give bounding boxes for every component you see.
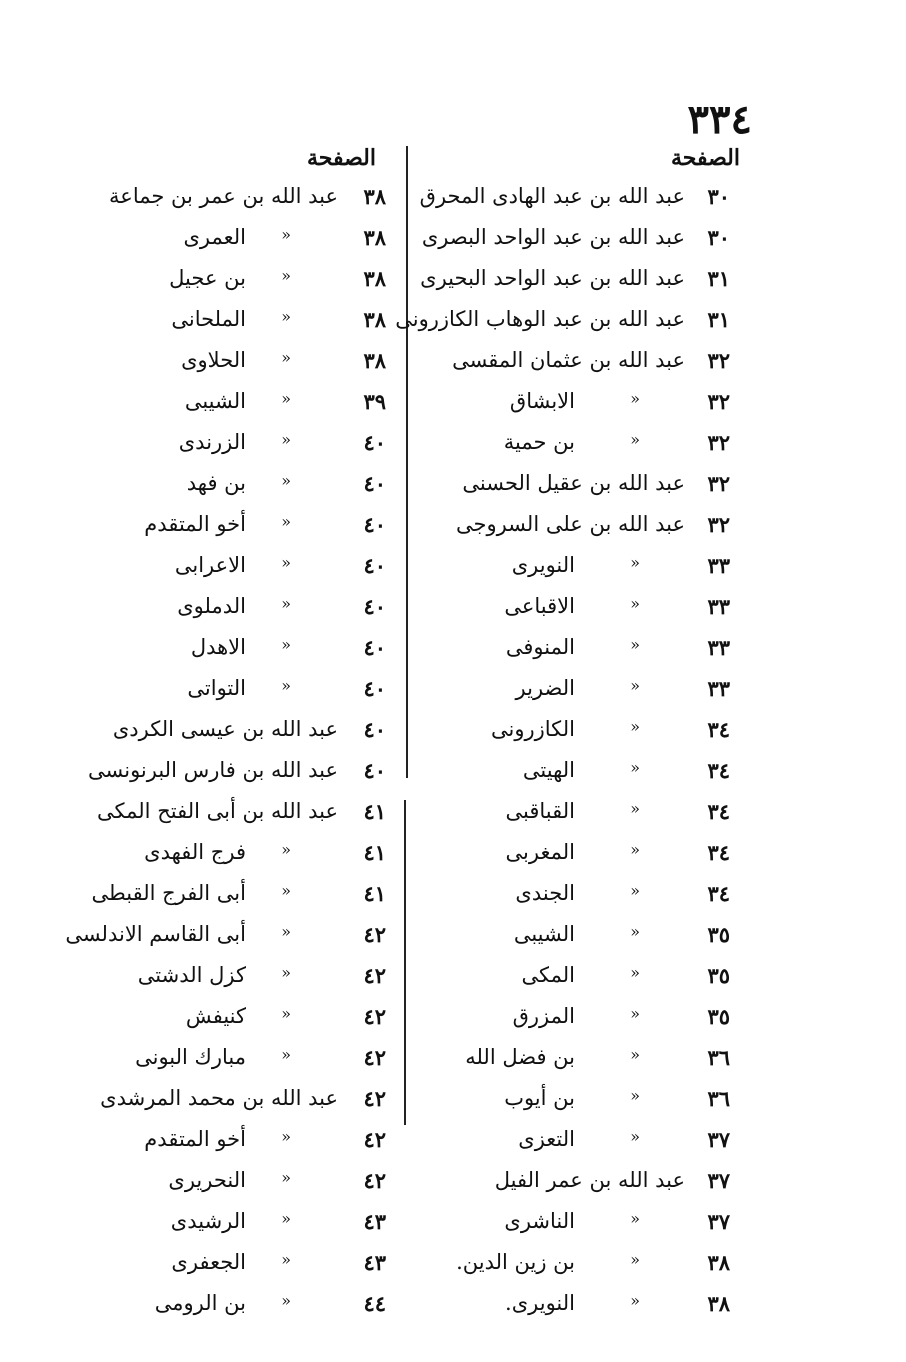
- index-entry: [420, 1123, 740, 1164]
- ditto-mark: «: [630, 799, 640, 818]
- page-ref-number: ٣٤: [707, 840, 730, 865]
- index-entry: [60, 877, 396, 918]
- entry-name: الملحانى: [171, 307, 246, 331]
- ditto-mark: «: [630, 1045, 640, 1064]
- entry-name: أخو المتقدم: [144, 1127, 246, 1151]
- entry-name: الاقباعى: [504, 594, 575, 618]
- ditto-mark: «: [630, 881, 640, 900]
- page-ref-number: ٣٢: [707, 512, 730, 537]
- index-entry: [60, 1123, 396, 1164]
- entry-name: الرشيدى: [170, 1209, 246, 1233]
- index-entry: [420, 426, 740, 467]
- column-divider: [406, 146, 408, 778]
- ditto-mark: «: [630, 922, 640, 941]
- page-ref-number: ٣٤: [707, 881, 730, 906]
- entry-name: المنوفى: [505, 635, 575, 659]
- page-ref-number: ٣١: [707, 307, 730, 332]
- page-ref-number: ٣٥: [707, 1004, 730, 1029]
- page-ref-number: ٣٣: [707, 594, 730, 619]
- index-entry: [60, 959, 396, 1000]
- index-entry: [420, 262, 740, 303]
- ditto-mark: «: [281, 881, 291, 900]
- page-ref-number: ٤٤: [363, 1291, 386, 1316]
- entry-name: عبد الله بن عبد الواحد البحيرى: [420, 266, 685, 290]
- index-entry: [420, 385, 740, 426]
- index-entry: [420, 1164, 740, 1205]
- index-entry: [420, 180, 740, 221]
- left-column-header: الصفحة: [306, 145, 376, 171]
- entry-name: أبى القاسم الاندلسى: [65, 922, 246, 946]
- ditto-mark: «: [281, 430, 291, 449]
- entry-name: التواتى: [187, 676, 246, 700]
- page-ref-number: ٤١: [363, 881, 386, 906]
- ditto-mark: «: [281, 1127, 291, 1146]
- ditto-mark: «: [281, 553, 291, 572]
- index-entry: [60, 549, 396, 590]
- page-ref-number: ٣٧: [707, 1209, 730, 1234]
- index-entry: [420, 549, 740, 590]
- page-ref-number: ٤٠: [363, 676, 386, 701]
- entry-name: كزل الدشتى: [137, 963, 246, 987]
- page-ref-number: ٤٠: [363, 471, 386, 496]
- page-ref-number: ٣٣: [707, 676, 730, 701]
- page-ref-number: ٤٣: [363, 1209, 386, 1234]
- entry-name: عبد الله بن أبى الفتح المكى: [97, 799, 338, 823]
- entry-name: القباقبى: [505, 799, 575, 823]
- right-column-header: الصفحة: [670, 145, 740, 171]
- ditto-mark: «: [630, 635, 640, 654]
- entry-name: عبد الله بن عمر بن جماعة: [109, 184, 338, 208]
- index-entry: [60, 1082, 396, 1123]
- index-entry: [60, 836, 396, 877]
- page-ref-number: ٤٢: [363, 1168, 386, 1193]
- ditto-mark: «: [630, 963, 640, 982]
- entry-name: بن أيوب: [504, 1086, 575, 1110]
- ditto-mark: «: [630, 1127, 640, 1146]
- page-ref-number: ٣٧: [707, 1127, 730, 1152]
- index-entry: [60, 344, 396, 385]
- ditto-mark: «: [281, 1209, 291, 1228]
- entry-name: الدملوى: [177, 594, 246, 618]
- index-entry: [420, 508, 740, 549]
- index-entry: [420, 1246, 740, 1287]
- ditto-mark: «: [281, 512, 291, 531]
- entry-name: المزرق: [512, 1004, 575, 1028]
- entry-name: بن فهد: [186, 471, 246, 495]
- index-entry: [420, 713, 740, 754]
- index-entry: [420, 467, 740, 508]
- page-ref-number: ٤٢: [363, 1045, 386, 1070]
- entry-name: الكازرونى: [491, 717, 575, 741]
- page-ref-number: ٤٠: [363, 594, 386, 619]
- index-entry: [420, 631, 740, 672]
- page-ref-number: ٤١: [363, 799, 386, 824]
- index-entry: [420, 1287, 740, 1328]
- ditto-mark: «: [281, 225, 291, 244]
- ditto-mark: «: [281, 1168, 291, 1187]
- ditto-mark: «: [281, 307, 291, 326]
- entry-name: عبد الله بن عقيل الحسنى: [462, 471, 685, 495]
- index-entry: [60, 467, 396, 508]
- index-entry: [60, 631, 396, 672]
- ditto-mark: «: [630, 758, 640, 777]
- index-entry: [60, 303, 396, 344]
- page-ref-number: ٣٨: [363, 348, 386, 373]
- page-ref-number: ٤٢: [363, 1086, 386, 1111]
- entry-name: بن فضل الله: [465, 1045, 575, 1069]
- page-ref-number: ٤٢: [363, 1004, 386, 1029]
- index-entry: [420, 221, 740, 262]
- index-entry: [420, 918, 740, 959]
- ditto-mark: «: [281, 1291, 291, 1310]
- index-entry: [60, 385, 396, 426]
- ditto-mark: «: [630, 717, 640, 736]
- entry-name: عبد الله بن عمر الفيل: [494, 1168, 685, 1192]
- page-ref-number: ٣٨: [707, 1291, 730, 1316]
- ditto-mark: «: [630, 430, 640, 449]
- index-entry: [60, 918, 396, 959]
- index-entry: [60, 1287, 396, 1328]
- index-entry: [60, 590, 396, 631]
- page-ref-number: ٣٧: [707, 1168, 730, 1193]
- page-ref-number: ٣٢: [707, 389, 730, 414]
- entry-name: الابشاق: [509, 389, 575, 413]
- index-entry: [60, 262, 396, 303]
- ditto-mark: «: [281, 594, 291, 613]
- ditto-mark: «: [281, 1250, 291, 1269]
- entry-name: كنيفش: [185, 1004, 246, 1028]
- page-ref-number: ٣٠: [707, 184, 730, 209]
- index-entry: [60, 1041, 396, 1082]
- page-ref-number: ٤٠: [363, 512, 386, 537]
- entry-name: عبد الله بن عبد الهادى المحرق: [419, 184, 685, 208]
- index-entry: [420, 877, 740, 918]
- page-ref-number: ٣٨: [363, 266, 386, 291]
- index-entry: [420, 590, 740, 631]
- index-entry: [60, 180, 396, 221]
- page-ref-number: ٣٨: [363, 225, 386, 250]
- index-entry: [395, 303, 740, 344]
- page-ref-number: ٣٨: [707, 1250, 730, 1275]
- entry-name: الاهدل: [190, 635, 246, 659]
- page-ref-number: ٣٨: [363, 184, 386, 209]
- page-ref-number: ٣٤: [707, 799, 730, 824]
- entry-name: بن حمية: [503, 430, 575, 454]
- entry-name: بن الرومى: [154, 1291, 246, 1315]
- ditto-mark: «: [281, 266, 291, 285]
- index-entry: [420, 1041, 740, 1082]
- index-entry: [420, 1082, 740, 1123]
- page-ref-number: ٤٠: [363, 430, 386, 455]
- index-entry: [420, 795, 740, 836]
- index-entry: [60, 1164, 396, 1205]
- page-ref-number: ٤١: [363, 840, 386, 865]
- ditto-mark: «: [630, 389, 640, 408]
- entry-name: الزرندى: [178, 430, 246, 454]
- entry-name: عبد الله بن عثمان المقسى: [452, 348, 685, 372]
- entry-name: الجندى: [515, 881, 575, 905]
- ditto-mark: «: [281, 1045, 291, 1064]
- ditto-mark: «: [630, 1086, 640, 1105]
- page-ref-number: ٣٢: [707, 430, 730, 455]
- entry-name: الشيبى: [513, 922, 575, 946]
- entry-name: الجعفرى: [171, 1250, 246, 1274]
- entry-name: التعزى: [518, 1127, 575, 1151]
- entry-name: مبارك البونى: [135, 1045, 246, 1069]
- ditto-mark: «: [630, 1250, 640, 1269]
- entry-name: العمرى: [183, 225, 246, 249]
- index-entry: [60, 795, 396, 836]
- index-entry: [60, 426, 396, 467]
- page-ref-number: ٣٥: [707, 922, 730, 947]
- index-entry: [60, 221, 396, 262]
- page-ref-number: ٣٣: [707, 553, 730, 578]
- page-ref-number: ٤٢: [363, 963, 386, 988]
- index-entry: [420, 672, 740, 713]
- entry-name: الشيبى: [184, 389, 246, 413]
- page-ref-number: ٤٣: [363, 1250, 386, 1275]
- ditto-mark: «: [281, 922, 291, 941]
- entry-name: عبد الله بن محمد المرشدى: [100, 1086, 338, 1110]
- ditto-mark: «: [281, 963, 291, 982]
- entry-name: بن عجيل: [169, 266, 246, 290]
- page-number: ٣٣٤: [687, 96, 752, 143]
- ditto-mark: «: [630, 840, 640, 859]
- page-ref-number: ٣١: [707, 266, 730, 291]
- page-ref-number: ٤٢: [363, 1127, 386, 1152]
- left-index-column: [60, 180, 396, 1328]
- page-ref-number: ٤٠: [363, 717, 386, 742]
- index-entry: [420, 754, 740, 795]
- ditto-mark: «: [281, 840, 291, 859]
- entry-name: عبد الله بن على السروجى: [455, 512, 685, 536]
- entry-name: عبد الله بن عبد الواحد البصرى: [421, 225, 685, 249]
- ditto-mark: «: [630, 553, 640, 572]
- page-ref-number: ٤٢: [363, 922, 386, 947]
- ditto-mark: «: [281, 389, 291, 408]
- page-ref-number: ٣٥: [707, 963, 730, 988]
- index-entry: [60, 672, 396, 713]
- page-ref-number: ٤٠: [363, 635, 386, 660]
- index-entry: [420, 344, 740, 385]
- page-ref-number: ٣٣: [707, 635, 730, 660]
- ditto-mark: «: [281, 676, 291, 695]
- entry-name: المغربى: [505, 840, 575, 864]
- page-ref-number: ٣٢: [707, 471, 730, 496]
- ditto-mark: «: [630, 594, 640, 613]
- ditto-mark: «: [281, 471, 291, 490]
- column-divider: [404, 800, 406, 1125]
- entry-name: عبد الله بن عيسى الكردى: [112, 717, 338, 741]
- page-ref-number: ٤٠: [363, 553, 386, 578]
- entry-name: النويرى: [511, 553, 575, 577]
- index-entry: [60, 1205, 396, 1246]
- entry-name: فرج الفهدى: [144, 840, 246, 864]
- ditto-mark: «: [630, 1004, 640, 1023]
- ditto-mark: «: [281, 635, 291, 654]
- entry-name: بن زين الدين.: [456, 1250, 575, 1274]
- page-ref-number: ٣٦: [707, 1086, 730, 1111]
- ditto-mark: «: [281, 1004, 291, 1023]
- ditto-mark: «: [630, 676, 640, 695]
- index-entry: [420, 959, 740, 1000]
- entry-name: النويرى.: [505, 1291, 575, 1315]
- page-ref-number: ٤٠: [363, 758, 386, 783]
- index-entry: [60, 713, 396, 754]
- index-entry: [420, 1205, 740, 1246]
- entry-name: الهيتى: [522, 758, 575, 782]
- entry-name: الحلاوى: [181, 348, 246, 372]
- page-ref-number: ٣٠: [707, 225, 730, 250]
- right-index-column: [395, 180, 740, 1328]
- entry-name: النحريرى: [168, 1168, 246, 1192]
- index-entry: [60, 1246, 396, 1287]
- page-ref-number: ٣٤: [707, 758, 730, 783]
- entry-name: عبد الله بن فارس البرنونسى: [87, 758, 338, 782]
- entry-name: أخو المتقدم: [144, 512, 246, 536]
- page-ref-number: ٣٨: [363, 307, 386, 332]
- page-ref-number: ٣٢: [707, 348, 730, 373]
- index-entry: [420, 836, 740, 877]
- ditto-mark: «: [630, 1291, 640, 1310]
- index-entry: [60, 1000, 396, 1041]
- entry-name: الاعرابى: [174, 553, 246, 577]
- entry-name: أبى الفرج القبطى: [91, 881, 246, 905]
- page-ref-number: ٣٩: [363, 389, 386, 414]
- page-ref-number: ٣٦: [707, 1045, 730, 1070]
- index-entry: [420, 1000, 740, 1041]
- entry-name: المكى: [521, 963, 575, 987]
- entry-name: عبد الله بن عبد الوهاب الكازرونى: [395, 307, 685, 331]
- entry-name: الناشرى: [504, 1209, 575, 1233]
- index-entry: [60, 754, 396, 795]
- index-entry: [60, 508, 396, 549]
- ditto-mark: «: [630, 1209, 640, 1228]
- entry-name: الضرير: [515, 676, 575, 700]
- ditto-mark: «: [281, 348, 291, 367]
- page-ref-number: ٣٤: [707, 717, 730, 742]
